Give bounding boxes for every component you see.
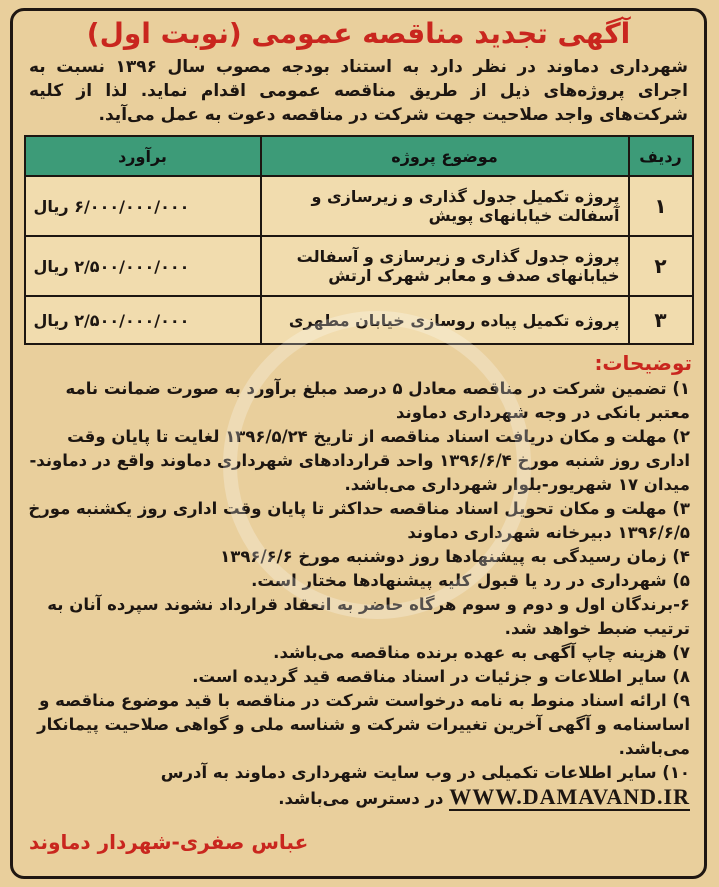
note-item: ۱۰) سایر اطلاعات تکمیلی در وب سایت شهرداری دماوند به آدرس: [160, 763, 690, 782]
notice-frame: [10, 8, 707, 879]
row-estimate: ۲/۵۰۰/۰۰۰/۰۰۰ ریال: [25, 236, 261, 296]
note-item: ۲) مهلت و مکان دریافت اسناد مناقصه از تاریخ ۱۳۹۶/۵/۲۴ لغایت تا پایان وقت اداری روز شنبه مورخ ۱۳۹۶/۶/۴ واحد قراردادهای شهرداری دماوند واقع در دماوند-میدان ۱۷ شهریور-بلوار شهرداری می‌باشد.: [29, 427, 690, 494]
header-estimate: برآورد: [25, 136, 261, 176]
table-row: [25, 296, 693, 344]
table-row: [25, 176, 693, 236]
header-subject: موضوع پروژه: [261, 136, 629, 176]
row-estimate: ۲/۵۰۰/۰۰۰/۰۰۰ ریال: [25, 296, 261, 344]
row-subject: پروژه جدول گذاری و زیرسازی و آسفالت خیابانهای صدف و معابر شهرک ارتش: [261, 236, 629, 296]
table-row: [25, 236, 693, 296]
row-subject: پروژه تکمیل پیاده روسازی خیابان مطهری: [261, 296, 629, 344]
note-item: ۳) مهلت و مکان تحویل اسناد مناقصه حداکثر تا پایان وقت اداری روز یکشنبه مورخ ۱۳۹۶/۶/۵ دبیرخانه شهرداری دماوند: [28, 499, 690, 542]
table-header-row: [25, 136, 693, 176]
row-number: ۳: [629, 296, 693, 344]
notice-title: آگهی تجدید مناقصه عمومی (نوبت اول): [86, 17, 631, 50]
note-item: ۷) هزینه چاپ آگهی به عهده برنده مناقصه می‌باشد.: [273, 643, 690, 662]
note-item: ۵) شهرداری در رد یا قبول کلیه پیشنهادها مختار است.: [251, 571, 690, 590]
row-estimate: ۶/۰۰۰/۰۰۰/۰۰۰ ریال: [25, 176, 261, 236]
row-subject: پروژه تکمیل جدول گذاری و زیرسازی و آسفالت خیابانهای پویش: [261, 176, 629, 236]
notice-intro: شهرداری دماوند در نظر دارد به استناد بودجه مصوب سال ۱۳۹۶ نسبت به اجرای پروژه‌های ذیل از طریق مناقصه عمومی اقدام نماید. لذا از کلیه شرکت‌های واجد صلاحیت جهت شرکت در مناقصه دعوت به عمل می‌آید.: [29, 57, 688, 125]
note-item: ۸) سایر اطلاعات و جزئیات در اسناد مناقصه قید گردیده است.: [192, 667, 690, 686]
note-item: ۱) تضمین شرکت در مناقصه معادل ۵ درصد مبلغ برآورد به صورت ضمانت نامه معتبر بانکی در وجه شهرداری دماوند: [65, 379, 690, 422]
row-number: ۲: [629, 236, 693, 296]
header-row-number: ردیف: [629, 136, 693, 176]
website-link[interactable]: WWW.DAMAVAND.IR: [449, 784, 690, 809]
note-website-line: [27, 785, 690, 811]
note-item: ۶-برندگان اول و دوم و سوم هرگاه حاضر به انعقاد قرارداد نشوند سپرده آنان به ترتیب ضبط خواهد شد.: [47, 595, 690, 638]
notes-heading: توضیحات:: [594, 351, 692, 375]
note-item: ۴) زمان رسیدگی به پیشنهادها روز دوشنبه مورخ ۱۳۹۶/۶/۶: [220, 547, 690, 566]
note-item: ۹) ارائه اسناد منوط به نامه درخواست شرکت در مناقصه با قید موضوع مناقصه و اساسنامه و آگهی آخرین تغییرات شرکت و شناسه ملی و گواهی صلاحیت پیمانکار می‌باشد.: [37, 691, 690, 758]
website-suffix: در دسترس می‌باشد.: [278, 789, 444, 808]
signature: عباس صفری-شهردار دماوند: [29, 830, 309, 854]
notes-list: [27, 377, 690, 811]
row-number: ۱: [629, 176, 693, 236]
projects-table: [24, 135, 694, 345]
